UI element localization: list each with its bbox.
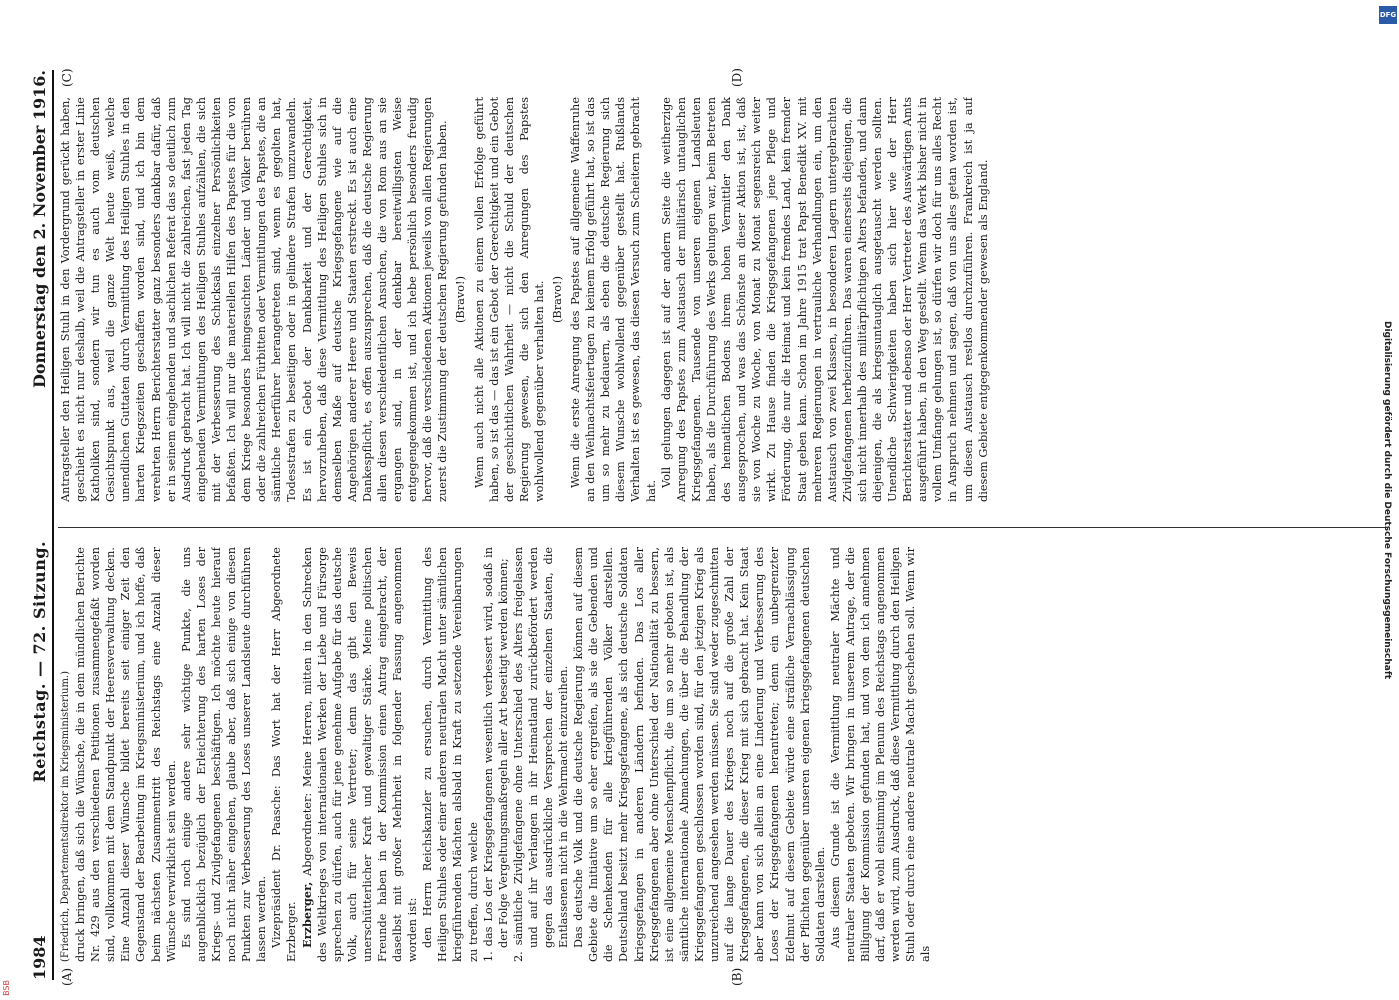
paragraph: Wenn auch nicht alle Aktionen zu einem vollen Erfolge geführt haben, so ist das — das ist ein Gebot der Gerechtigkeit und ein Gebot der geschichtlichen Wahrheit — nicht die Schuld der deutschen Regierung gewesen, die sich den Anregungen des Papstes wohlwollend gegenüber verhalten hat. bbox=[472, 97, 546, 502]
page-header bbox=[28, 70, 54, 980]
dfg-logo: DFG bbox=[1379, 6, 1397, 24]
paragraph: druck bringen, daß sich die Wünsche, die in dem mündlichen Berichte Nr. 429 aus den verschiedenen Petitionen zusammengefaßt worden sind, vollkommen mit dem Standpunkt der Heeresverwaltung decken. Eine Anzahl dieser Wünsche bildet bereits seit einiger Zeit den Gegenstand der Bearbeitung im Kriegsministerium, und ich hoffe, daß beim nächsten Zusammentritt des Reichstags eine Anzahl dieser Wünsche verwirklicht sein werden. bbox=[74, 547, 178, 962]
paragraph: Wenn die erste Anregung des Papstes auf allgemeine Waffenruhe an den Weihnachtsfeiertagen zu keinem Erfolg geführt hat, so ist das um so mehr zu bedauern, als eben die deutsche Regierung sich diesem Wunsche wohlwollend gegenüber gestellt hat. Rußlands Verhalten ist es gewesen, das diesen Versuch zum Scheitern gebracht hat. bbox=[569, 97, 658, 502]
speech-paragraph bbox=[300, 547, 421, 962]
bsb-stamp: BSB bbox=[2, 980, 11, 996]
paragraph: Voll gelungen dagegen ist auf der andern Seite die weitherzige Anregung des Papstes zum Austausch der militärisch untauglichen Kriegsgefangenen. Tausende von unseren eigenen Landsleuten haben, als die Durchführung des Werks gelungen war, beim Betreten des heimatlichen Bodens ihrem hohen Vermittler den Dank ausgesprochen, und was das Schönste an dieser Aktion ist, ist, daß sie von Woche zu Woche, von Monat zu Monat segensreich weiter wirkt. Zu Hause finden die Kriegsgefangenen jene Pflege und Förderung, die nur die Heimat und kein fremdes Land, kein fremder Staat geben kann. Schon im Jahre 1915 trat Papst Benedikt XV. mit mehreren Regierungen in vertrauliche Verhandlungen ein, um den Austausch von zwei Klassen, in besonderen Lagern untergebrachten Zivilgefangenen herbeizuführen. Das waren einerseits diejenigen, die sich nicht innerhalb des militärpflichtigen Alters befanden, und dann diejenigen, die als kriegsuntauglich ausgetauscht werden sollten. Unendliche Schwierigkeiten haben sich hier wie der Herr Berichterstatter und ebenso der Herr Vertreter des Auswärtigen Amts ausgeführt haben, in den Weg gestellt. Wenn das Werk bisher nicht in vollem Umfange gelungen ist, so dürfen wir doch für uns alles Recht in Anspruch nehmen und sagen, daß von uns alles getan worden ist, um diesen Austausch restlos durchzuführen. Frankreich ist ja auf diesem Gebiete entgegenkommender gewesen als England. bbox=[659, 97, 990, 502]
motion-item-1: 1. das Los der Kriegsgefangenen wesentlich verbessert wird, sodaß in der Folge Vergeltungsmaßregeln aller Art beseitigt werden können; bbox=[481, 547, 510, 962]
paragraph: Es sind noch einige andere sehr wichtige Punkte, die uns augenblicklich bezüglich der Erleichterung des harten Loses der Kriegs- und Zivilgefangenen beschäftigen. Ich möchte heute hierauf noch nicht näher eingehen, glaube aber, daß sich einige von diesen Punkten zur Verbesserung des Loses unserer Landsleute durchführen lassen werden. bbox=[179, 547, 269, 962]
paragraph-text: Abgeordneter: Meine Herren, mitten in den Schrecken des Weltkrieges von internationalen Werken der Liebe und Fürsorge sprechen zu dürfen, auch für jene genehme Aufgabe für das deutsche Volk, auch für seine Vertreter; denn das gibt den Beweis unerschütterlicher Kraft und gewaltiger Stärke. Meine politischen Freunde haben in der Kommission einen Antrag eingebracht, der daselbst mit großer Mehrheit in folgender Fassung angenommen worden ist: bbox=[300, 547, 420, 962]
paragraph: Aus diesem Grunde ist die Vermittlung neutraler Mächte und neutraler Staaten geboten. Wir bringen in unserem Antrage, der die Billigung der Kommission gefunden hat, und von dem ich annehmen darf, daß er wohl einstimmig im Plenum des Reichstags angenommen werden wird, zum Ausdruck, daß diese Vermittlung durch den Heiligen Stuhl oder durch eine andere neutrale Macht geschehen soll. Wenn wir als bbox=[828, 547, 933, 962]
paragraph: Das deutsche Volk und die deutsche Regierung können auf diesem Gebiete die Initiative um so eher ergreifen, als sie die Gebenden und die Schenkenden für alle kriegführenden Völker darstellen. Deutschland besitzt mehr Kriegsgefangene, als sich deutsche Soldaten kriegsgefangen in anderen Ländern befinden. Das Los aller Kriegsgefangenen aber ohne Unterschied der Nationalität zu bessern, ist eine allgemeine Menschenpflicht, die um so mehr geboten ist, als sämtliche internationale Abmachungen, die über die Behandlung der Kriegsgefangenen geschlossen worden sind, für den jetzigen Krieg als unzureichend angesehen werden müssen. Sie sind weder zugeschnitten auf die lange Dauer des Krieges noch auf die große Zahl der Kriegsgefangenen, die dieser Krieg mit sich gebracht hat. Kein Staat aber kann von sich allein an eine Linderung und Verbesserung des Loses der Kriegsgefangenen herantreten; denn ein unbegrenzter Edelmut auf diesem Gebiete würde eine sträfliche Vernachlässigung der Pflichten gegenüber unseren eigenen kriegsgefangenen deutschen Soldaten darstellen. bbox=[572, 547, 827, 962]
motion-text: den Herrn Reichskanzler zu ersuchen, durch Vermittlung des Heiligen Stuhles oder einer anderen neutralen Macht unter sämtlichen kriegführenden Mächten alsbald in Kraft zu setzende Vereinbarungen zu treffen, durch welche bbox=[421, 547, 480, 962]
page-number: 1984 bbox=[29, 935, 49, 980]
paragraph: Vizepräsident Dr. Paasche: Das Wort hat der Herr Abgeordnete Erzberger. bbox=[270, 547, 299, 962]
column-divider bbox=[58, 527, 1388, 528]
digitization-credit: Digitalisierung gefördert durch die Deutsche Forschungsgemeinschaft bbox=[1382, 320, 1392, 680]
applause-note: (Bravo!) bbox=[551, 276, 564, 323]
paragraph: Antragsteller den Heiligen Stuhl in den Vordergrund gerückt haben, geschieht es nicht nur deshalb, weil die Antragsteller in erster Linie Katholiken sind, sondern wir tun es auch vom deutschen Gesichtspunkt aus, weil die ganze Welt heute weiß, welche unendlichen Guttaten durch Vermittlung des Heiligen Stuhles in den harten Kriegszeiten geschaffen worden sind, und ich bin dem verehrten Herrn Berichterstatter ganz besonders dankbar dafür, daß er in seinem eingehenden und sachlichen Referat das so deutlich zum Ausdruck gebracht hat. Ich will nicht die zahlreichen, fast jeden Tag eingehenden Vermittlungen des Heiligen Stuhles aufzählen, die sich mit der Verbesserung des Schicksals einzelner Persönlichkeiten befaßten. Ich will nur die materiellen Hilfen des Papstes für die von dem Kriege besonders heimgesuchten Länder und Völker berühren oder die zahlreichen Fürbitten oder Vermittlungen des Papstes, die an sämtliche Heerführer herangetreten sind, wenn es gegolten hat, Todesstrafen zu beseitigen oder in gelindere Strafen umzuwandeln. Es ist ein Gebot der Dankbarkeit und der Gerechtigkeit, hervorzuheben, daß diese Vermittlung des Heiligen Stuhles sich in demselben Maße auf deutsche Kriegsgefangene wie auf die Angehörigen anderer Heere und Staaten erstreckt. Es ist auch eine Dankespflicht, es offen auszusprechen, daß die deutsche Regierung allen diesen verschiedentlichen Ansuchen, die von Rom aus an sie ergangen sind, in der denkbar bereitwilligsten Weise entgegengekommen ist, und ich hebe persönlich besonders freudig hervor, daß die verschiedenen Aktionen jeweils von allen Regierungen zuerst die Zustimmung der deutschen Regierung gefunden haben. bbox=[59, 97, 450, 502]
left-column bbox=[58, 547, 1398, 962]
speaker-note: (Friedrich, Departementsdirektor im Kriegsministerium.) bbox=[60, 670, 71, 962]
session-date: Donnerstag den 2. November 1916. bbox=[29, 70, 49, 388]
margin-marker-d: (D) bbox=[730, 68, 744, 87]
applause-note: (Bravo!) bbox=[454, 276, 468, 323]
right-column bbox=[58, 97, 1398, 502]
motion-item-2: 2. sämtliche Zivilgefangene ohne Unterschied des Alters freigelassen und auf ihr Verlangen in ihr Heimatland zurückbefördert werden gegen das ausdrückliche Versprechen der einzelnen Staaten, die Entlassenen nicht in die Wehrmacht einzureihen. bbox=[511, 547, 571, 962]
margin-marker-b: (B) bbox=[730, 967, 744, 986]
speaker-name: Erzberger, bbox=[299, 881, 314, 948]
margin-marker-a: (A) bbox=[60, 967, 74, 986]
session-title: Reichstag. — 72. Sitzung. bbox=[29, 540, 49, 783]
margin-marker-c: (C) bbox=[60, 68, 74, 87]
